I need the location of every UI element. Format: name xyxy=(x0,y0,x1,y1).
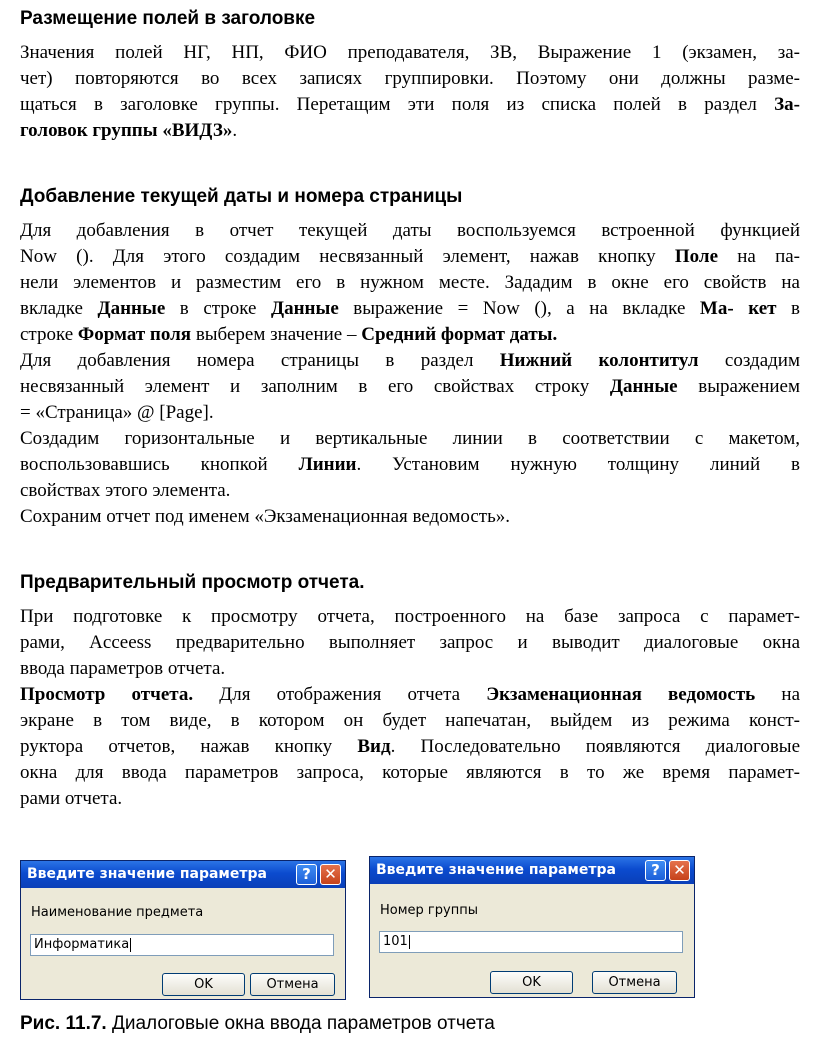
figure-caption-text: Диалоговые окна ввода параметров отчета xyxy=(106,1013,495,1034)
parameter-prompt: Номер группы xyxy=(380,903,478,918)
text-line: несвязанный элемент и заполним в его свойствах строку Данные выражением xyxy=(20,376,800,397)
text-line: чет) повторяются во всех записях группировки. Поэтому они должны разме- xyxy=(20,68,800,89)
text-line: Для добавления номера страницы в раздел Нижний колонтитул создадим xyxy=(20,350,800,371)
parameter-prompt: Наименование предмета xyxy=(31,905,204,920)
paragraph xyxy=(20,426,800,504)
section-heading-date-page: Добавление текущей даты и номера страницы xyxy=(20,186,463,207)
paragraph xyxy=(20,604,800,682)
figure-caption xyxy=(20,1011,495,1037)
text-line: Значения полей НГ, НП, ФИО преподавателя, ЗВ, Выражение 1 (экзамен, за- xyxy=(20,42,800,63)
ok-button[interactable]: OK xyxy=(490,971,573,994)
text-line: щаться в заголовке группы. Перетащим эти поля из списка полей в раздел За- xyxy=(20,94,800,115)
text-line: = «Страница» @ [Page]. xyxy=(20,402,214,423)
text-line: Создадим горизонтальные и вертикальные линии в соответствии с макетом, xyxy=(20,428,800,449)
paragraph xyxy=(20,40,800,144)
text-line: строке Формат поля выберем значение – Средний формат даты. xyxy=(20,324,558,345)
cancel-button[interactable]: Отмена xyxy=(250,973,335,996)
text-line: Сохраним отчет под именем «Экзаменационная ведомость». xyxy=(20,506,510,527)
document-body xyxy=(20,6,800,812)
parameter-input[interactable] xyxy=(379,931,683,953)
text-line: воспользовавшись кнопкой Линии. Установим нужную толщину линий в xyxy=(20,454,801,475)
text-line: нели элементов и разместим его в нужном месте. Зададим в окне его свойств на xyxy=(20,272,800,293)
text-line: окна для ввода параметров запроса, которые являются в то же время парамет- xyxy=(20,762,800,783)
text-line: экране в том виде, в котором он будет напечатан, выйдем из режима конст- xyxy=(20,710,800,731)
text-line: руктора отчетов, нажав кнопку Вид. Последовательно появляются диалоговые xyxy=(20,736,800,757)
text-line: При подготовке к просмотру отчета, построенного на базе запроса с парамет- xyxy=(20,606,800,627)
parameter-input-value: Информатика xyxy=(34,937,130,952)
paragraph xyxy=(20,348,800,426)
text-line: рами, Acceess предварительно выполняет запрос и выводит диалоговые окна xyxy=(20,632,800,653)
dialog-title: Введите значение параметра xyxy=(376,862,616,878)
parameter-dialog-group xyxy=(369,856,695,998)
text-line: рами отчета. xyxy=(20,788,123,809)
paragraph xyxy=(20,682,800,812)
help-icon[interactable]: ? xyxy=(296,864,317,885)
figure-caption-label: Рис. 11.7. xyxy=(20,1013,107,1034)
text-line: ввода параметров отчета. xyxy=(20,658,226,679)
cancel-button[interactable]: Отмена xyxy=(592,971,677,994)
text-caret xyxy=(409,935,410,949)
section-heading-preview: Предварительный просмотр отчета. xyxy=(20,572,365,593)
help-icon[interactable]: ? xyxy=(645,860,666,881)
close-icon[interactable]: ✕ xyxy=(669,860,690,881)
dialog-title: Введите значение параметра xyxy=(27,866,267,882)
parameter-input[interactable] xyxy=(30,934,334,956)
text-line: вкладке Данные в строке Данные выражение = Now (), а на вкладке Ма- кет в xyxy=(20,298,800,319)
text-line: свойствах этого элемента. xyxy=(20,480,231,501)
text-line: Для добавления в отчет текущей даты воспользуемся встроенной функцией xyxy=(20,220,800,241)
close-icon[interactable]: ✕ xyxy=(320,864,341,885)
ok-button[interactable]: OK xyxy=(162,973,245,996)
text-line: головок группы «ВИДЗ». xyxy=(20,120,238,141)
section-heading-field-placement: Размещение полей в заголовке xyxy=(20,8,316,29)
parameter-input-value: 101 xyxy=(383,934,408,949)
text-caret xyxy=(130,938,131,952)
text-line: Просмотр отчета. Для отображения отчета Экзаменационная ведомость на xyxy=(20,684,801,705)
paragraph xyxy=(20,218,800,348)
text-line: Now (). Для этого создадим несвязанный элемент, нажав кнопку Поле на па- xyxy=(20,246,801,267)
dialog-titlebar[interactable] xyxy=(21,861,345,888)
paragraph xyxy=(20,504,800,530)
parameter-dialog-subject xyxy=(20,860,346,1000)
dialog-titlebar[interactable] xyxy=(370,857,694,884)
